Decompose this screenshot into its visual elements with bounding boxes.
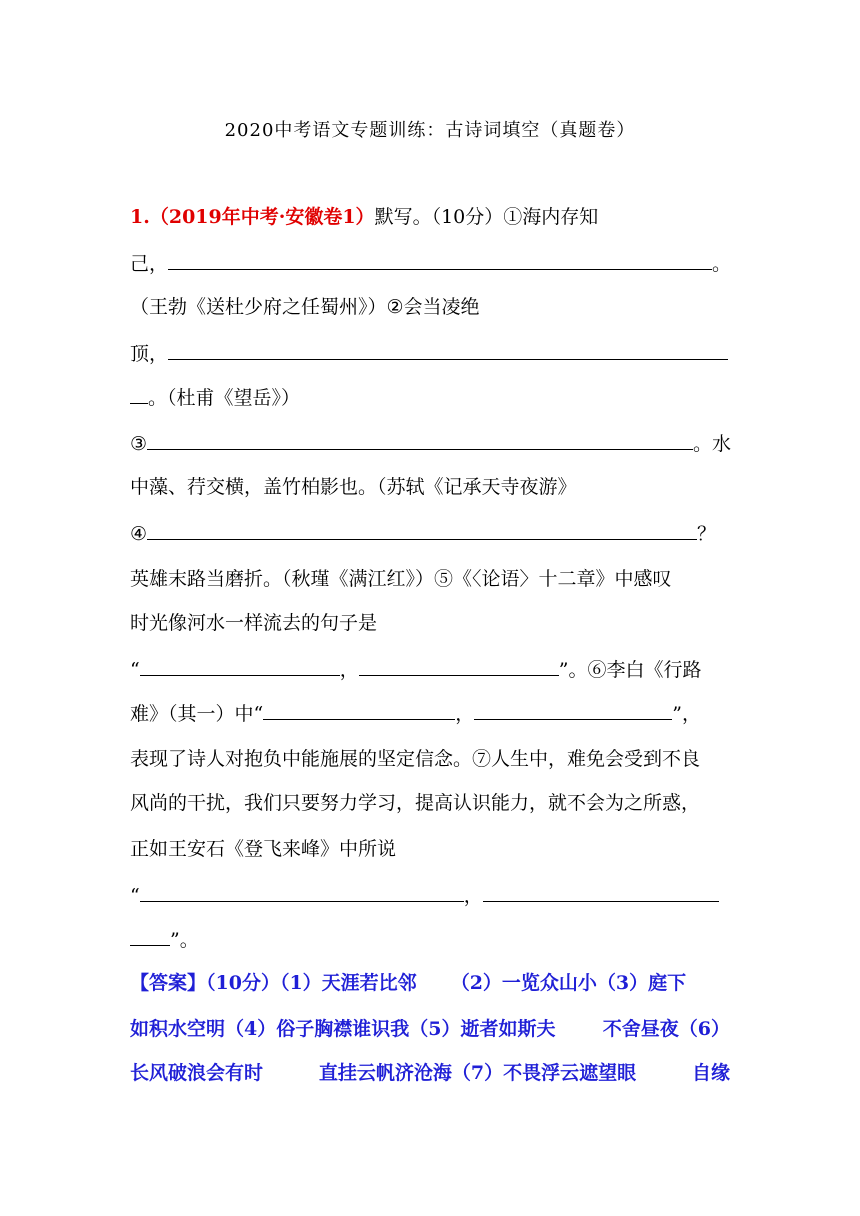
- answer-line-1: [130, 968, 730, 998]
- answer-text: 自缘: [691, 1062, 730, 1084]
- fill-blank-5a[interactable]: [140, 654, 340, 676]
- text-segment: ”，: [672, 703, 701, 725]
- answer-line-2: [130, 1014, 730, 1044]
- text-segment: ”。: [170, 929, 199, 951]
- answer-text: 如积水空明（4）俗子胸襟谁识我（5）逝者如斯夫: [130, 1018, 556, 1040]
- fill-blank-7b[interactable]: [483, 880, 719, 902]
- question-1-line-5: [130, 382, 730, 412]
- fill-blank-2[interactable]: [168, 338, 728, 360]
- question-1-line-3: （王勃《送杜少府之任蜀州》）②会当凌绝: [130, 296, 480, 318]
- answer-text: 长风破浪会有时: [130, 1062, 264, 1084]
- text-segment: 己，: [130, 253, 169, 275]
- fill-blank-3[interactable]: [147, 428, 693, 450]
- text-segment: 难》（其一）中“: [130, 703, 264, 725]
- answer-text: （10分）（1）天涯若比邻: [206, 972, 417, 994]
- text-segment: “: [130, 659, 140, 681]
- question-1-line-15: 正如王安石《登飞来峰》中所说: [130, 838, 397, 860]
- question-1-line-12: [130, 698, 730, 728]
- question-1-line-6: [130, 428, 730, 458]
- answer-label: 【答案】: [130, 972, 207, 994]
- text-segment: 顶，: [130, 343, 169, 365]
- question-1-line-14: 风尚的干扰，我们只要努力学习，提高认识能力，就不会为之所惑，: [130, 792, 701, 814]
- question-source: （2019年中考·安徽卷1）: [149, 206, 375, 228]
- text-segment: 。水: [693, 433, 732, 455]
- question-1-line-10: 时光像河水一样流去的句子是: [130, 612, 378, 634]
- answer-text: 直挂云帆济沧海（7）不畏浮云遮望眼: [318, 1062, 637, 1084]
- text-segment: ，: [455, 703, 475, 725]
- fill-blank-7a[interactable]: [140, 880, 464, 902]
- text-segment: ④: [130, 523, 148, 545]
- question-1-line-8: [130, 518, 730, 548]
- page-title: 2020中考语文专题训练：古诗词填空（真题卷）: [224, 120, 636, 141]
- text-segment: ，: [463, 885, 483, 907]
- text-segment: ？: [697, 523, 717, 545]
- answer-line-3: [130, 1058, 730, 1088]
- fill-blank-6b[interactable]: [474, 698, 672, 720]
- question-1-line-13: 表现了诗人对抱负中能施展的坚定信念。⑦人生中，难免会受到不良: [130, 748, 701, 770]
- answer-text: 不舍昼夜（6）: [602, 1018, 730, 1040]
- text-segment: 。（杜甫《望岳》）: [148, 387, 301, 409]
- fill-blank-4[interactable]: [147, 518, 697, 540]
- question-1-line-16: [130, 880, 730, 910]
- fill-blank-6a[interactable]: [263, 698, 455, 720]
- text-segment: ③: [130, 433, 148, 455]
- question-1-line-2: [130, 248, 730, 278]
- answer-text: （2）一览众山小（3）庭下: [450, 972, 687, 994]
- fill-blank-2-cont[interactable]: [130, 382, 148, 404]
- text-segment: ”。⑥李白《行路: [558, 659, 702, 681]
- question-1-line-4: [130, 338, 730, 368]
- fill-blank-7b-cont[interactable]: [130, 924, 170, 946]
- text-segment: “: [130, 885, 140, 907]
- question-1-line-7: 中藻、荇交横，盖竹柏影也。（苏轼《记承天寺夜游》: [130, 476, 577, 498]
- text-segment: 。: [712, 253, 732, 275]
- fill-blank-1[interactable]: [168, 248, 712, 270]
- question-1-line-9: 英雄末路当磨折。（秋瑾《满江红》）⑤《〈论语〉十二章》中感叹: [130, 568, 672, 590]
- question-1-line-1: [130, 202, 730, 232]
- text-segment: ，: [339, 659, 359, 681]
- question-1-line-11: [130, 654, 730, 684]
- question-number: 1.: [130, 206, 150, 228]
- question-intro: 默写。（10分）①海内存知: [374, 206, 599, 228]
- question-1-line-17: [130, 924, 730, 954]
- fill-blank-5b[interactable]: [359, 654, 559, 676]
